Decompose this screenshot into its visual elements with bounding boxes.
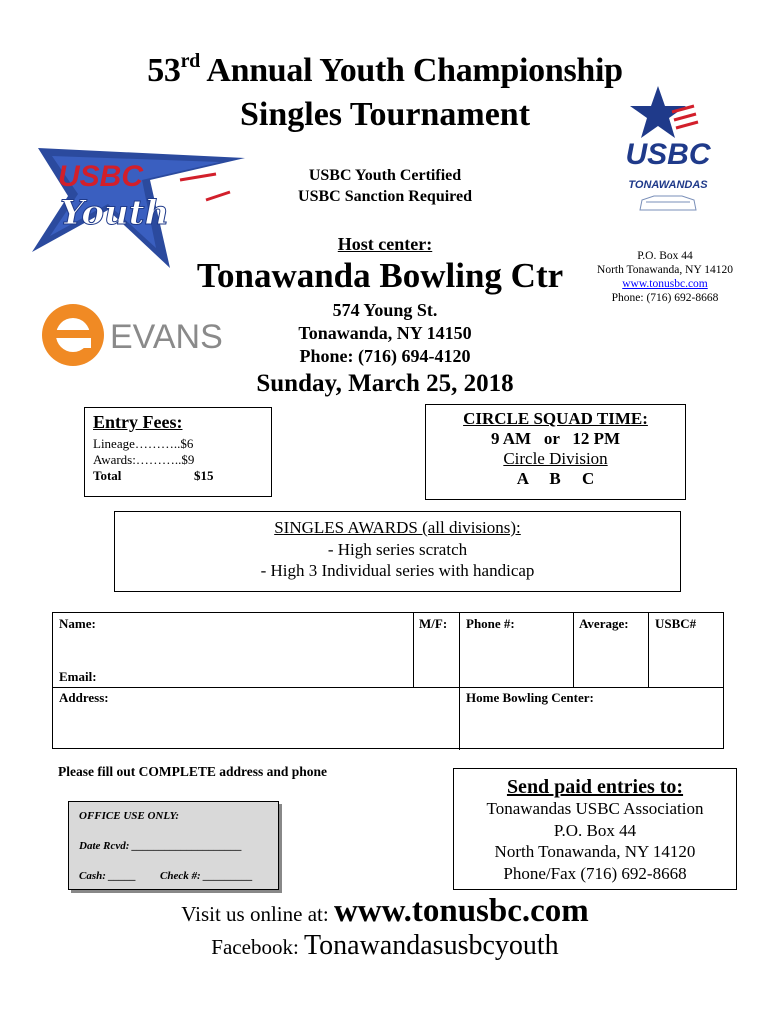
- entry-fees-title: Entry Fees:: [93, 412, 183, 432]
- event-date: Sunday, March 25, 2018: [256, 370, 514, 397]
- facebook-handle[interactable]: Tonawandasusbcyouth: [304, 930, 559, 961]
- awards-title: SINGLES AWARDS (all divisions):: [274, 518, 521, 537]
- assoc-po-box: P.O. Box 44: [637, 250, 693, 262]
- assoc-city: North Tonawanda, NY 14120: [597, 264, 733, 276]
- gender-field[interactable]: M/F:: [419, 616, 448, 631]
- phone-field[interactable]: Phone #:: [466, 616, 515, 631]
- send-org: Tonawandas USBC Association: [486, 799, 704, 818]
- squad-title: CIRCLE SQUAD TIME:: [463, 409, 648, 428]
- division-label: Circle Division: [503, 449, 608, 468]
- awards-box: [114, 511, 681, 592]
- visit-online: [0, 893, 770, 930]
- usbc-number-field[interactable]: USBC#: [655, 616, 697, 631]
- cash-field: Cash: _____: [79, 870, 137, 882]
- evans-logo: [40, 302, 225, 368]
- youth-logo-usbc-text: USBC: [58, 160, 144, 193]
- usbc-youth-logo: [30, 140, 250, 270]
- usbc-tonawandas-logo: [598, 82, 738, 222]
- send-title: Send paid entries to:: [506, 776, 684, 798]
- facebook-line: [0, 930, 770, 962]
- tona-logo-usbc-text: USBC: [625, 138, 711, 171]
- squad-time-box: [425, 404, 686, 500]
- entry-fees-box: [84, 407, 272, 497]
- host-label: Host center:: [337, 234, 433, 254]
- email-field[interactable]: Email:: [59, 669, 97, 684]
- host-center-name: Tonawanda Bowling Ctr: [196, 256, 564, 295]
- award-scratch: - High series scratch: [327, 539, 468, 559]
- visit-label: Visit us online at:: [181, 902, 334, 926]
- send-phone: Phone/Fax (716) 692-8668: [503, 863, 687, 883]
- name-field[interactable]: Name:: [59, 616, 96, 631]
- assoc-phone: Phone: (716) 692-8668: [611, 292, 719, 304]
- check-field: Check #: _________: [160, 870, 253, 882]
- office-use-box: [68, 801, 279, 890]
- award-handicap: - High 3 Individual series with handicap: [260, 561, 535, 580]
- page-title: 53rd Annual Youth Championship: [147, 50, 623, 89]
- youth-logo-script-text: Youth: [60, 193, 170, 233]
- average-field[interactable]: Average:: [579, 616, 629, 631]
- office-use-title: OFFICE USE ONLY:: [79, 810, 180, 822]
- assoc-website-link[interactable]: www.tonusbc.com: [622, 278, 708, 290]
- fill-instructions: Please fill out COMPLETE address and phone: [58, 764, 328, 779]
- home-center-field[interactable]: Home Bowling Center:: [466, 690, 594, 705]
- total-value: $15: [194, 468, 214, 483]
- awards-fee: Awards:………..$9: [93, 452, 195, 467]
- squad-times: 9 AM or 12 PM: [490, 429, 621, 448]
- lineage-fee: Lineage………..$6: [93, 436, 194, 451]
- date-received-field: Date Rcvd: ____________________: [79, 840, 243, 852]
- send-entries-box: [453, 768, 737, 890]
- send-city: North Tonawanda, NY 14120: [494, 842, 696, 861]
- evans-logo-text: EVANS: [110, 318, 223, 356]
- total-label: Total: [93, 468, 122, 483]
- tona-logo-sub-text: TONAWANDAS: [628, 179, 708, 191]
- sanction-text: USBC Sanction Required: [298, 188, 472, 205]
- send-po-box: P.O. Box 44: [553, 820, 637, 840]
- entry-form: [52, 612, 724, 749]
- facebook-label: Facebook:: [211, 935, 305, 959]
- page-subtitle: Singles Tournament: [239, 96, 531, 133]
- address-field[interactable]: Address:: [59, 690, 109, 705]
- host-phone: Phone: (716) 694-4120: [299, 346, 471, 366]
- host-street: 574 Young St.: [332, 300, 438, 320]
- certified-text: USBC Youth Certified: [308, 167, 462, 184]
- website-link[interactable]: www.tonusbc.com: [333, 893, 589, 929]
- host-city: Tonawanda, NY 14150: [298, 323, 472, 343]
- division-options: A B C: [516, 469, 595, 488]
